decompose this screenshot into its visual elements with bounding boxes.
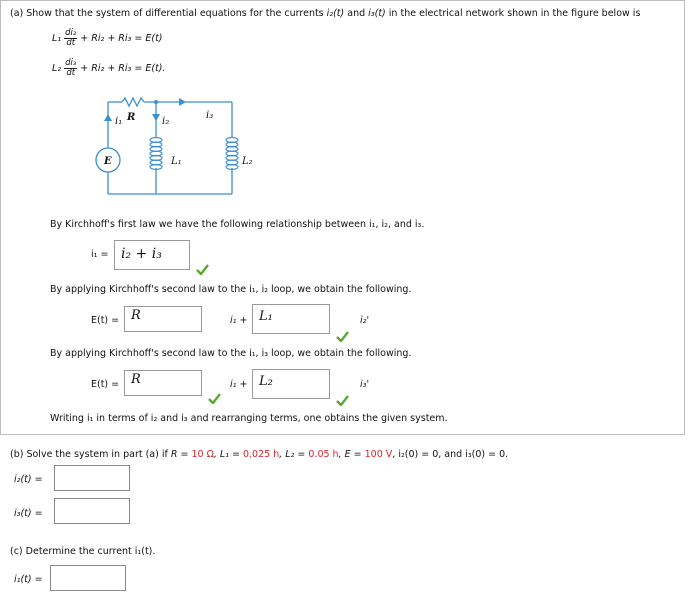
inductor-l2-coil [226,138,238,170]
loop2-mid: i₁ + [230,379,248,390]
equation-2: L₂ $\frac{\text{di₃}}{dt}$ + Ri₂ + Ri₃ = E(t). [52,58,166,78]
l1-value: 0.025 h [242,449,280,460]
check-icon [196,264,209,275]
loop1-lhs: E(t) = [91,315,120,326]
source-label: E [104,156,112,167]
i2-arrow [152,114,160,121]
part-a-prompt: (a) Show that the system of differential equations for the currents i₂(t) and i₃(t) in the electrical network shown in the figure below is [10,8,641,19]
check-icon [336,395,349,406]
loop1-answer-2[interactable]: L₁ [252,304,330,334]
i2-answer-label: i₂(t) = [14,474,43,485]
junction-dot [154,100,158,104]
check-icon [336,331,349,342]
l1-label: L₁ [171,156,182,167]
circuit-diagram [80,90,260,205]
equation-1: L₁ $\frac{\text{di₂}}{dt}$ + Ri₂ + Ri₃ = E(t) [52,28,163,48]
l2-value: 0.05 h [308,449,339,460]
kirchhoff-first-text: By Kirchhoff's first law we have the following relationship between i₁, i₂, and i₃. [50,219,425,230]
loop2-answer-1[interactable]: R [124,370,202,396]
writing-text: Writing i₁ in terms of i₂ and i₃ and rearranging terms, one obtains the given system. [50,413,448,424]
loop1-tail: i₂' [360,315,370,326]
loop2-text: By applying Kirchhoff's second law to the i₁, i₃ loop, we obtain the following. [50,348,412,359]
kirchhoff-first-answer[interactable]: i₂ + i₃ [114,240,190,270]
i1-answer-label: i₁(t) = [14,574,43,585]
i1-arrow [104,114,112,121]
resistor-label: R [127,112,136,123]
loop1-text: By applying Kirchhoff's second law to the i₁, i₂ loop, we obtain the following. [50,284,412,295]
i3-label: i₃ [206,110,214,121]
i2-label: i₂ [162,116,170,127]
loop2-answer-2[interactable]: L₂ [252,369,330,399]
l2-label: L₂ [242,156,253,167]
i3-answer-label: i₃(t) = [14,508,43,519]
i1-label: i₁ [115,116,123,127]
part-b-prompt: (b) Solve the system in part (a) if R = 10 Ω, L₁ = 0.025 h, L₂ = 0.05 h, E = 100 V, i₂(0) = 0, and i₃(0) = 0. [10,449,509,460]
loop1-answer-1[interactable]: R [124,306,202,332]
loop2-tail: i₃' [360,379,370,390]
inductor-l1-coil [150,138,162,170]
i3-arrow [179,98,186,106]
e-value: 100 V [364,449,393,460]
i2-answer-input[interactable] [54,465,130,491]
check-icon [208,393,221,404]
loop2-lhs: E(t) = [91,379,120,390]
i1-equals-label: i₁ = [91,249,109,260]
i1-answer-input[interactable] [50,565,126,591]
part-c-prompt: (c) Determine the current i₁(t). [10,546,156,557]
loop1-mid: i₁ + [230,315,248,326]
r-value: 10 Ω [191,449,214,460]
i3-answer-input[interactable] [54,498,130,524]
